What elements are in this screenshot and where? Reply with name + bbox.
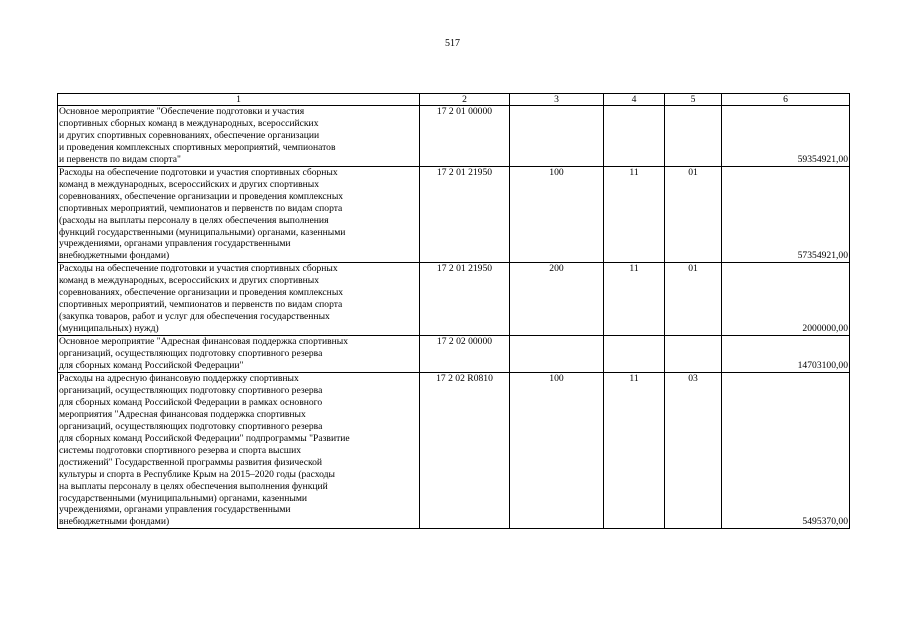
row-amount: 57354921,00	[722, 166, 850, 263]
table-header-row	[58, 94, 850, 106]
row-col5: 01	[665, 263, 722, 336]
row-col3: 100	[510, 166, 604, 263]
row-col4: 11	[604, 263, 665, 336]
row-code: 17 2 02 R0810	[420, 372, 510, 528]
row-col4	[604, 336, 665, 373]
row-description: Расходы на адресную финансовую поддержку спортивных организаций, осуществляющих подготовку спортивного резерва для сборных команд Российской Федерации в рамках основного мероприятия "Адресная финансовая поддержка спортивных организаций, осуществляющих подготовку спортивного резерва для сборных команд Российской Федерации" подпрограммы "Развитие системы подготовки спортивного резерва и спорта высших достижений" Государственной программы развития физической культуры и спорта в Республике Крым на 2015–2020 годы (расходы на выплаты персоналу в целях обеспечения выполнения функций государственными (муниципальными) органами, казенными учреждениями, органами управления государственными внебюджетными фондами)	[59, 372, 350, 528]
table-row	[58, 336, 850, 373]
budget-table	[57, 93, 850, 529]
row-col3: 200	[510, 263, 604, 336]
row-code: 17 2 01 00000	[420, 106, 510, 167]
row-description: Расходы на обеспечение подготовки и участия спортивных сборных команд в международных, всероссийских и других спортивных соревнованиях, обеспечение организации и проведения комплексных спортивных мероприятий, чемпионатов и первенств по видам спорта (закупка товаров, работ и услуг для обеспечения государственных (муниципальных) нужд)	[59, 263, 344, 335]
row-amount: 59354921,00	[722, 106, 850, 167]
row-col5	[665, 106, 722, 167]
page-number: 517	[445, 38, 460, 49]
row-description: Расходы на обеспечение подготовки и участия спортивных сборных команд в международных, всероссийских и других спортивных соревнованиях, обеспечение организации и проведения комплексных спортивных мероприятий, чемпионатов и первенств по видам спорта (расходы на выплаты персоналу в целях обеспечения выполнения функций государственными (муниципальными) органами, казенными учреждениями, органами управления государственными внебюджетными фондами)	[59, 166, 346, 262]
column-header-4: 4	[604, 94, 665, 106]
row-col3	[510, 106, 604, 167]
column-header-1: 1	[58, 94, 420, 106]
table-row	[58, 263, 850, 336]
column-header-3: 3	[510, 94, 604, 106]
row-amount: 5495370,00	[722, 372, 850, 528]
table-row	[58, 166, 850, 263]
row-description-cell	[58, 166, 420, 263]
row-col4: 11	[604, 372, 665, 528]
row-code: 17 2 01 21950	[420, 166, 510, 263]
row-col4: 11	[604, 166, 665, 263]
row-description-cell	[58, 336, 420, 373]
row-code: 17 2 01 21950	[420, 263, 510, 336]
row-description: Основное мероприятие "Адресная финансовая поддержка спортивных организаций, осуществляющих подготовку спортивного резерва для сборных команд Российской Федерации"	[59, 336, 348, 372]
column-header-6: 6	[722, 94, 850, 106]
row-col3: 100	[510, 372, 604, 528]
row-col3	[510, 336, 604, 373]
row-description-cell	[58, 106, 420, 167]
row-col5: 01	[665, 166, 722, 263]
row-col5: 03	[665, 372, 722, 528]
table-row	[58, 106, 850, 167]
row-amount: 2000000,00	[722, 263, 850, 336]
row-col5	[665, 336, 722, 373]
row-description-cell	[58, 372, 420, 528]
row-col4	[604, 106, 665, 167]
row-description: Основное мероприятие "Обеспечение подготовки и участия спортивных сборных команд в международных, всероссийских и других спортивных соревнованиях, обеспечение организации и проведения комплексных спортивных мероприятий, чемпионатов и первенств по видам спорта"	[59, 106, 336, 165]
column-header-2: 2	[420, 94, 510, 106]
row-amount: 14703100,00	[722, 336, 850, 373]
table-row	[58, 372, 850, 528]
row-code: 17 2 02 00000	[420, 336, 510, 373]
row-description-cell	[58, 263, 420, 336]
column-header-5: 5	[665, 94, 722, 106]
